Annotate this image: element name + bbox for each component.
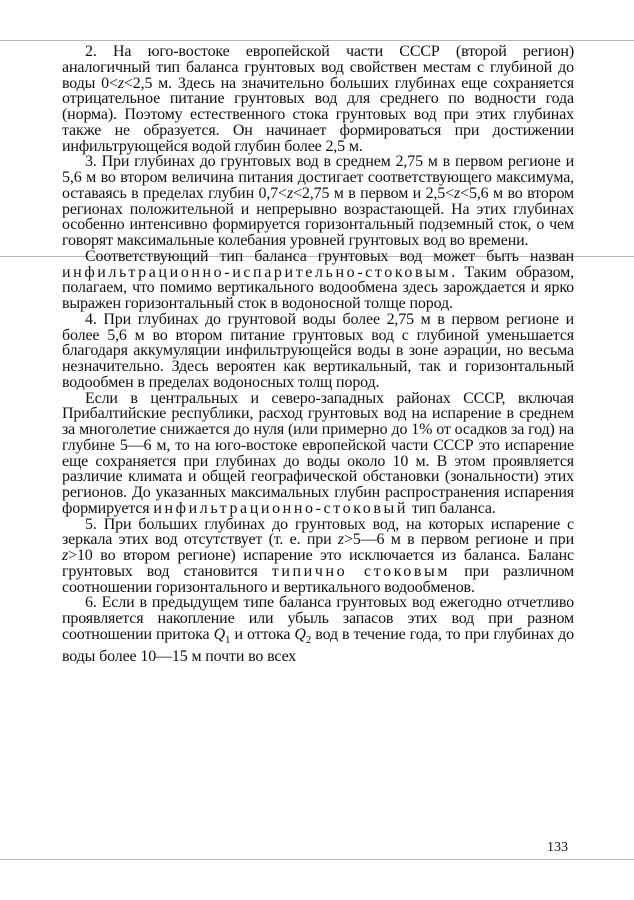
paragraph-4: 4. При глубинах до грунтовой воды более 2,75 м в первом регионе и более 5,6 м во втором питание грунтовых вод с глубиной уменьшается благодаря аккумуляции инфильтрующейся воды в зоне аэрации, но весьма незначительно. Здесь вероятен как вертикальный, так и горизонтальный водообмен в пределах водоносных толщ пород.	[62, 310, 574, 391]
scan-rule-top	[0, 40, 634, 41]
page-body	[62, 44, 574, 664]
paragraph-5: 5. При больших глубинах до грунтовых вод, на которых испарение с зеркала этих вод отсутствует (т. е. при z>5—6 м в первом регионе и при z>10 во втором регионе) испарение это исключается из баланса. Баланс грунтовых вод становится типично стоковым при различном соотношении горизонтального и вертикального водообменов.	[62, 515, 574, 596]
paragraph-3: 3. При глубинах до грунтовых вод в среднем 2,75 м в первом регионе и 5,6 м во втором величина питания достигает соответствующего максимума, оставаясь в пределах глубин 0,7<z<2,75 м в первом и 2,5<z<5,6 м во втором регионах положительной и непрерывно возрастающей. На этих глубинах особенно интенсивно формируется горизонтальный подземный сток, о чем говорят максимальные колебания уровней грунтовых вод во времени.	[62, 153, 575, 249]
scan-rule-bottom	[0, 859, 634, 860]
paragraph-3-continuation: Соответствующий тип баланса грунтовых вод может быть назван инфильтрационно-испарительно-стоковым. Таким образом, полагаем, что помимо вертикального водообмена здесь зарождается и ярко выражен горизонтальный сток в водоносной толще пород.	[62, 247, 574, 312]
page-number: 133	[547, 840, 568, 855]
paragraph-6: 6. Если в предыдущем типе баланса грунтовых вод ежегодно отчетливо проявляется накопление или убыль запасов этих вод при разном соотношении притока $Q_1$ и оттока $Q_2$ вод в течение года, то при глубинах до воды более 10—15 м почти во всех	[62, 594, 574, 665]
paragraph-4-continuation: Если в центральных и северо-западных районах СССР, включая Прибалтийские республики, расход грунтовых вод на испарение в среднем за многолетие снижается до нуля (или примерно до 1% от осадков за год) на глубине 5—6 м, то на юго-востоке европейской части СССР это испарение еще сохраняется при глубинах до воды около 10 м. В этом проявляется различие климата и общей географической обстановки (зональности) этих регионов. До указанных максимальных глубин распространения испарения формируется инфильтрационно-стоковый тип баланса.	[62, 389, 574, 517]
paragraph-2: 2. На юго-востоке европейской части СССР (второй регион) аналогичный тип баланса грунтовых вод свойствен местам с глубиной до воды 0<z<2,5 м. Здесь на значительно больших глубинах еще сохраняется отрицательное питание грунтовых вод для среднего по водности года (норма). Поэтому естественного стока грунтовых вод при этих глубинах также не образуется. Он начинает формироваться при достижении инфильтрующейся водой глубин более 2,5 м.	[62, 43, 574, 155]
